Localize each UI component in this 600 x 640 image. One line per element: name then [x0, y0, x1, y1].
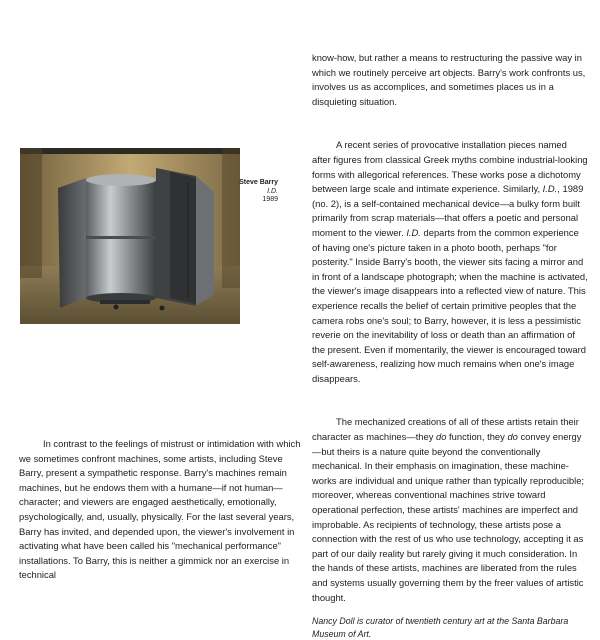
- text-run: , 1989 (no. 2), is a self-contained mechanical device—a bulky form built primarily from scrap materials—that offers a poetic and personal moment to the viewer.: [312, 183, 584, 238]
- author-credit: Nancy Doll is curator of twentieth century art at the Santa Barbara Museum of Art.: [312, 616, 569, 639]
- artwork-title: I.D.: [406, 226, 421, 238]
- text-run: The mechanized creations of all of these artists retain their character as machines—they: [312, 416, 579, 443]
- caption-year: 1989: [262, 196, 278, 204]
- paragraph-mechanized-creations: [312, 415, 588, 605]
- emphasis: do: [436, 431, 447, 443]
- right-column: [312, 51, 588, 640]
- photo-booth-illustration: [20, 148, 240, 324]
- artwork-title: I.D.: [542, 183, 558, 195]
- emphasis: do: [507, 431, 518, 443]
- left-column: [19, 437, 301, 583]
- caption-work-title: I.D.: [267, 187, 278, 195]
- artwork-photo: [20, 148, 240, 324]
- caption-artist: Steve Barry: [239, 179, 278, 186]
- text-run: departs from the common experience of having one's picture taken in a photo booth, perhaps "for posterity." Inside Barry's booth, the viewer sits facing a mirror and in front of a landscape photograph; when the machine is activated, the viewer's image disappears into a reflected view of nature. This experience recalls the belief of certain primitive peoples that the camera robs one's soul; to Barry, however, it is less a pessimistic reverie on the inevitability of loss or death than an affirmation of the present. Even if momentarily, the viewer is encouraged toward self-awareness, realizing how much remains when one's image disappears.: [312, 226, 588, 384]
- paragraph-sympathetic-response: In contrast to the feelings of mistrust or intimidation with which we sometimes confront machines, some artists, including Steve Barry, present a sympathetic response. Barry's machines remain machines, but he endows them with a humane—if not human—character; and viewers are engaged aesthetically, emotionally, psychologically, and, usually, physically. For the last several years, Barry has invited, and depended upon, the viewer's involvement in activating what have been called his "mechanical performance" installations. To Barry, this is neither a gimmick nor an exercise in technical: [19, 438, 301, 581]
- text-run: convey energy—but theirs is a nature quite beyond the conventionally mechanical. In their emphasis on imagination, these machine-works are individual and unique rather than typically reproducible; moreover, whereas conventional machines strive toward operational perfection, these artists' machines are imperfect and improbable. As recipients of technology, these artists pose a connection with the rest of us who use technology, accepting it as part of our daily reality but rarely giving it much consideration. In the hands of these artists, machines are liberated from the rules and systems usually governing them by the freer values of artistic thought.: [312, 431, 585, 603]
- text-run: A recent series of provocative installation pieces named after figures from classical Greek myths combine industrial-looking forms with allegorical references. These works pose a dichotomy between large scale and intimate experience. Similarly,: [312, 139, 588, 195]
- text-run: function, they: [446, 431, 508, 443]
- photo-caption: [228, 179, 278, 205]
- paragraph-installation-series: [312, 138, 588, 386]
- paragraph-continuation: know-how, but rather a means to restructuring the passive way in which we routinely perceive art objects. Barry's work confronts us, involves us as accomplices, and sometimes places us in a disquieting situation.: [312, 52, 586, 107]
